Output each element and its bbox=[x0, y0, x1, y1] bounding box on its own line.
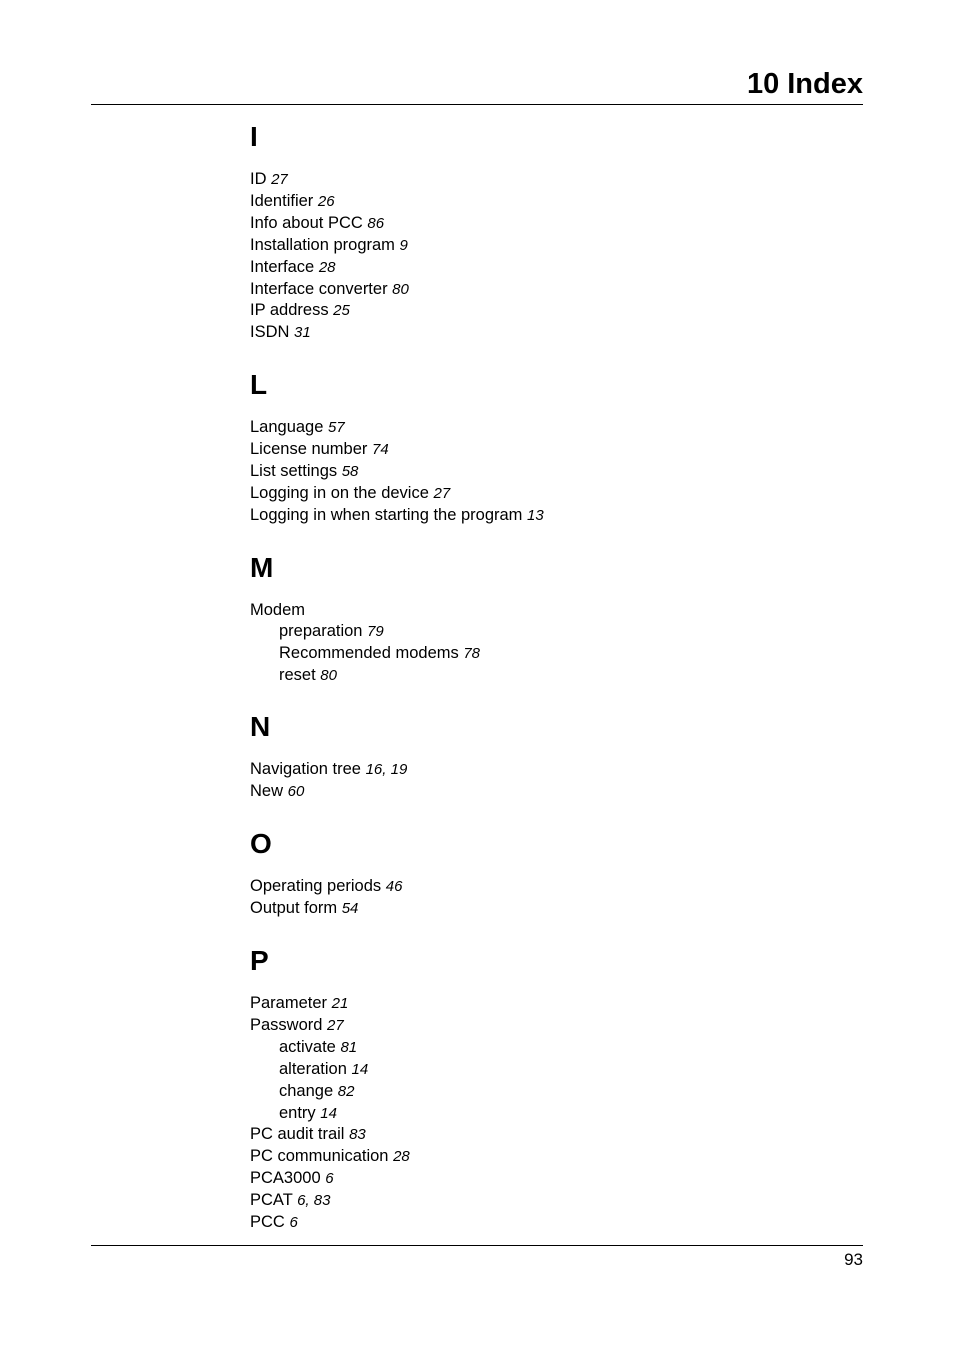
entry-page-reference[interactable]: 78 bbox=[463, 644, 481, 662]
index-section-n bbox=[250, 706, 810, 803]
entry-page-reference[interactable]: 28 bbox=[318, 258, 336, 276]
index-section-m bbox=[250, 547, 810, 687]
entry-term: IP address bbox=[250, 301, 329, 320]
index-subentry bbox=[250, 621, 810, 643]
index-section-l bbox=[250, 364, 810, 527]
index-entry bbox=[250, 600, 810, 621]
page-number: 93 bbox=[844, 1250, 863, 1269]
entry-page-reference[interactable]: 54 bbox=[341, 900, 359, 918]
entry-term: Interface converter bbox=[250, 279, 388, 298]
entry-term: reset bbox=[279, 665, 316, 684]
index-subentry bbox=[250, 1037, 810, 1059]
index-subentry bbox=[250, 1103, 810, 1125]
section-letter: N bbox=[250, 711, 271, 743]
entry-term: Language bbox=[250, 418, 324, 437]
entry-term: Logging in on the device bbox=[250, 483, 429, 502]
entry-term: alteration bbox=[279, 1059, 347, 1078]
index-subentry bbox=[250, 643, 810, 665]
index-list bbox=[250, 116, 810, 1254]
entry-term: preparation bbox=[279, 621, 363, 640]
section-letter: M bbox=[250, 551, 274, 583]
index-entry bbox=[250, 759, 810, 781]
entry-page-reference[interactable]: 27 bbox=[433, 484, 451, 502]
entry-term: PC communication bbox=[250, 1147, 389, 1166]
index-entry bbox=[250, 235, 810, 257]
entry-page-reference[interactable]: 46 bbox=[385, 878, 403, 896]
entry-term: Interface bbox=[250, 257, 315, 276]
entry-page-reference[interactable]: 60 bbox=[287, 783, 305, 801]
index-entry bbox=[250, 300, 810, 322]
entry-term: Installation program bbox=[250, 235, 395, 254]
entry-page-reference[interactable]: 81 bbox=[340, 1038, 358, 1056]
entry-term: PCC bbox=[250, 1213, 285, 1232]
entry-page-reference[interactable]: 14 bbox=[351, 1060, 369, 1078]
index-entry bbox=[250, 417, 810, 439]
section-letter: L bbox=[250, 369, 268, 401]
entry-term: PCAT bbox=[250, 1191, 293, 1210]
entry-page-reference[interactable]: 83 bbox=[349, 1126, 366, 1144]
index-entry bbox=[250, 439, 810, 461]
entry-page-reference[interactable]: 80 bbox=[320, 666, 337, 684]
entry-page-reference[interactable]: 9 bbox=[399, 236, 408, 254]
entry-term: Logging in when starting the program bbox=[250, 505, 523, 524]
index-entry bbox=[250, 322, 810, 344]
entry-page-reference[interactable]: 82 bbox=[337, 1082, 355, 1100]
footer-divider bbox=[91, 1245, 863, 1246]
entry-term: change bbox=[279, 1081, 334, 1100]
entry-page-reference[interactable]: 21 bbox=[331, 995, 349, 1013]
index-entry bbox=[250, 191, 810, 213]
section-letter: O bbox=[250, 828, 272, 860]
entry-term: License number bbox=[250, 440, 368, 459]
entry-page-reference[interactable]: 6 bbox=[289, 1214, 298, 1232]
entry-page-reference[interactable]: 27 bbox=[271, 171, 288, 188]
index-entry bbox=[250, 461, 810, 483]
entry-page-reference[interactable]: 28 bbox=[393, 1148, 410, 1166]
entry-page-reference[interactable]: 74 bbox=[372, 441, 389, 459]
entry-term: Info about PCC bbox=[250, 213, 363, 232]
index-entry bbox=[250, 993, 810, 1015]
index-entry bbox=[250, 257, 810, 279]
index-section-o bbox=[250, 823, 810, 920]
index-section-i bbox=[250, 116, 810, 344]
index-subentry bbox=[250, 1059, 810, 1081]
index-subentry bbox=[250, 1081, 810, 1103]
entry-term: Parameter bbox=[250, 994, 328, 1013]
entry-term: Recommended modems bbox=[279, 643, 459, 662]
section-letter: P bbox=[250, 945, 269, 977]
entry-term: List settings bbox=[250, 462, 338, 481]
index-entry bbox=[250, 1146, 810, 1168]
entry-page-reference[interactable]: 31 bbox=[294, 324, 311, 342]
entry-page-reference[interactable]: 25 bbox=[333, 302, 350, 320]
entry-term: PC audit trail bbox=[250, 1125, 345, 1144]
entry-page-reference[interactable]: 79 bbox=[367, 622, 384, 640]
index-entry bbox=[250, 279, 810, 301]
index-entry bbox=[250, 1124, 810, 1146]
index-entry bbox=[250, 169, 810, 191]
entry-page-reference[interactable]: 57 bbox=[328, 419, 345, 437]
entry-page-reference[interactable]: 14 bbox=[320, 1104, 337, 1122]
entry-term: ISDN bbox=[250, 323, 290, 342]
entry-term: entry bbox=[279, 1103, 316, 1122]
entry-page-reference[interactable]: 6, 83 bbox=[297, 1192, 331, 1210]
entry-term: activate bbox=[279, 1037, 336, 1056]
entry-term: Navigation tree bbox=[250, 760, 361, 779]
entry-term: PCA3000 bbox=[250, 1169, 321, 1188]
entry-page-reference[interactable]: 27 bbox=[327, 1016, 344, 1034]
entry-term: ID bbox=[250, 170, 267, 188]
entry-page-reference[interactable]: 80 bbox=[392, 280, 409, 298]
index-subentry bbox=[250, 665, 810, 687]
index-section-p bbox=[250, 940, 810, 1234]
entry-page-reference[interactable]: 13 bbox=[527, 506, 544, 524]
entry-term: Operating periods bbox=[250, 877, 382, 896]
entry-page-reference[interactable]: 16, 19 bbox=[365, 761, 408, 779]
entry-term: New bbox=[250, 782, 284, 801]
section-letter: I bbox=[250, 121, 258, 152]
index-entry bbox=[250, 1212, 810, 1234]
entry-term: Output form bbox=[250, 899, 338, 918]
index-entry bbox=[250, 1015, 810, 1037]
entry-term: Identifier bbox=[250, 191, 314, 210]
index-entry bbox=[250, 1168, 810, 1190]
index-entry bbox=[250, 213, 810, 235]
entry-term: Modem bbox=[250, 600, 306, 619]
index-entry bbox=[250, 898, 810, 920]
chapter-title: 10 Index bbox=[746, 68, 863, 100]
entry-page-reference[interactable]: 6 bbox=[325, 1170, 334, 1188]
index-entry bbox=[250, 876, 810, 898]
index-entry bbox=[250, 1190, 810, 1212]
entry-page-reference[interactable]: 26 bbox=[317, 192, 335, 210]
entry-term: Password bbox=[250, 1015, 323, 1034]
header-divider bbox=[91, 104, 863, 105]
entry-page-reference[interactable]: 86 bbox=[367, 214, 385, 232]
index-entry bbox=[250, 781, 810, 803]
index-entry bbox=[250, 505, 810, 527]
entry-page-reference[interactable]: 58 bbox=[341, 463, 359, 481]
index-entry bbox=[250, 483, 810, 505]
